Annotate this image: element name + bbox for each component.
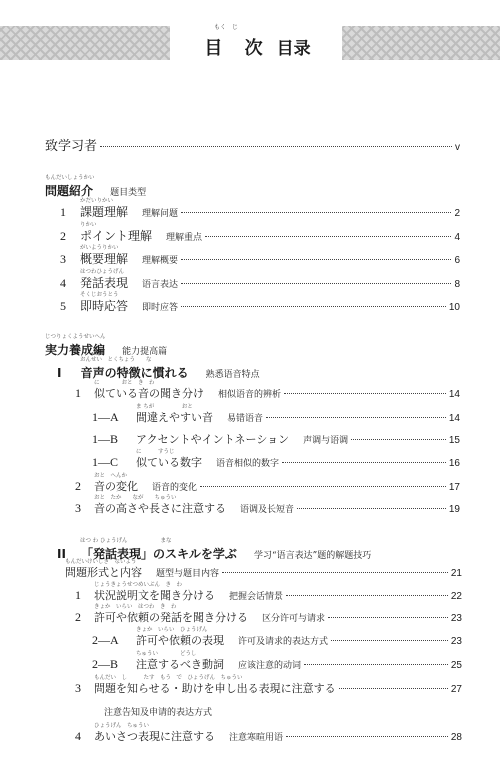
leader-dots	[181, 259, 451, 260]
entry-title: ポイント理解	[80, 228, 153, 243]
leader-dots	[286, 595, 448, 596]
entry-number: 1—B	[92, 432, 119, 446]
leader-dots	[266, 417, 446, 418]
part2-ruby: じつりょくようせいへん	[45, 334, 106, 340]
intro-page: v	[455, 142, 460, 153]
entry-subtitle: 应该注意的动词	[238, 661, 302, 671]
entry-number: 1	[75, 588, 81, 602]
leader-dots	[200, 486, 446, 487]
entry-ruby: おと へんか	[94, 473, 128, 479]
toc-entry[interactable]	[92, 409, 460, 425]
leader-dots	[282, 462, 446, 463]
entry-title: 音の高さや長さに注意する	[94, 502, 226, 515]
entry-page: 15	[448, 435, 460, 446]
entry-ruby: もんだい し たす もう で ひょうげん ちゅうい	[94, 675, 243, 681]
entry-subtitle: 语调及长短音	[240, 505, 295, 515]
entry-title: 許可や依頼の発話を聞き分ける	[94, 611, 248, 624]
leader-dots	[286, 736, 448, 737]
entry-page: 10	[448, 302, 460, 313]
entry-ruby: かだいりかい	[80, 198, 114, 204]
entry-ruby: おと たか なが ちゅうい	[94, 495, 177, 501]
entry-page: 14	[448, 389, 460, 400]
toc-entry[interactable]	[60, 250, 460, 267]
entry-subtitle: 题型与题目内容	[156, 569, 220, 579]
entry-page: 16	[448, 458, 460, 469]
toc-entry[interactable]	[75, 609, 462, 625]
entry-title: 音の変化	[94, 480, 138, 493]
header-pattern-right	[342, 26, 500, 60]
entry-ruby: もんだいけいしき ないよう	[65, 559, 137, 565]
entry-ruby: りかい	[80, 221, 97, 228]
entry-subtitle: 语言表达	[142, 279, 179, 290]
part1-heading: 問題紹介 题目类型	[45, 184, 147, 198]
entry-subtitle: 即时应答	[142, 303, 179, 313]
entry-page: 6	[454, 255, 460, 266]
leader-dots	[205, 236, 451, 237]
leader-dots	[222, 572, 448, 573]
entry-number: 1	[60, 205, 66, 219]
entry-title: 許可や依頼の表現	[136, 634, 224, 647]
entry-title: 問題形式と内容	[65, 566, 142, 579]
page-title: 目 次 目录	[204, 38, 311, 59]
toc-entry[interactable]	[75, 385, 460, 401]
entry-title: 即時応答	[80, 299, 129, 313]
entry-ruby: に おと き わ	[94, 380, 155, 386]
entry-title: 状況説明文を聞き分ける	[94, 589, 215, 602]
entry-number: 1—A	[92, 410, 119, 424]
leader-dots	[181, 212, 451, 213]
sec1-ruby: おんせい とくちょう な	[80, 357, 152, 363]
entry-ruby: じょうきょうせつめいぶん き わ	[94, 582, 183, 588]
entry-number: 1—C	[92, 455, 119, 469]
entry-subtitle: 区分许可与请求	[262, 614, 326, 624]
entry-page: 25	[450, 660, 462, 671]
entry-page: 17	[448, 482, 460, 493]
sec2-heading: II 「発話表現」のスキルを学ぶ 学习“语言表达”题的解题技巧	[57, 547, 372, 561]
entry-number: 2	[60, 228, 66, 243]
leader-dots	[351, 439, 446, 440]
entry-page: 22	[450, 591, 462, 602]
toc-entry[interactable]	[65, 564, 462, 580]
entry-number: 5	[60, 299, 66, 313]
entry-number: 4	[75, 729, 81, 743]
leader-dots	[339, 688, 448, 689]
entry-page: 27	[450, 684, 462, 695]
page-header	[0, 0, 500, 74]
entry-subtitle: 声调与语调	[303, 436, 349, 446]
entry-subtitle: 把握会话情景	[229, 592, 284, 602]
entry-ruby: そくじおうとう	[80, 292, 119, 298]
entry-subtitle: 语音相似的数字	[216, 459, 280, 469]
entry-number: 3	[60, 252, 66, 266]
entry-number: 2	[75, 610, 81, 624]
entry-number: 3	[75, 501, 81, 515]
part2-heading: 実力養成編 能力提高篇	[45, 343, 168, 357]
entry-title: 問題を知らせる・助けを申し出る表現に注意する	[94, 682, 336, 695]
entry-number: 2—A	[92, 633, 119, 647]
entry-page: 14	[448, 413, 460, 424]
entry-ruby: ひょうげん ちゅうい	[94, 723, 150, 729]
entry-title: 概要理解	[80, 252, 129, 266]
intro-label: 致学习者	[45, 139, 98, 154]
entry-subtitle: 注意告知及申请的表达方式	[104, 708, 213, 718]
entry-page: 19	[448, 504, 460, 515]
toc-entry[interactable]	[60, 203, 460, 220]
entry-ruby: はつわひょうげん	[80, 268, 125, 275]
entry-page: 23	[450, 636, 462, 647]
entry-ruby: ちゅうい どうし	[136, 651, 197, 657]
entry-title: 間違えやすい音	[136, 411, 213, 424]
title-ruby: もく じ	[214, 24, 239, 31]
part1-ruby: もんだいしょうかい	[45, 175, 95, 181]
entry-number: 3	[75, 681, 81, 695]
entry-page: 2	[454, 208, 460, 219]
entry-page: 4	[454, 231, 460, 243]
entry-subtitle: 语音的变化	[152, 483, 198, 493]
entry-page: 28	[450, 732, 462, 743]
leader-dots	[304, 664, 448, 665]
toc-entry[interactable]	[75, 728, 462, 744]
toc-entry[interactable]	[92, 431, 460, 447]
toc-entry[interactable]	[75, 587, 462, 603]
leader-dots	[328, 617, 448, 618]
leader-dots	[331, 640, 448, 641]
toc-entry[interactable]	[75, 680, 462, 696]
toc-entry	[92, 705, 462, 718]
entry-ruby: に すうじ	[136, 449, 175, 455]
entry-title: 注意するべき動詞	[136, 658, 224, 671]
entry-subtitle: 易错语音	[227, 414, 264, 424]
entry-ruby: ま ちが おと	[136, 404, 193, 410]
entry-title: 課題理解	[80, 205, 129, 219]
entry-title: あいさつ表現に注意する	[94, 730, 215, 743]
entry-title: 似ている音の聞き分け	[94, 387, 204, 400]
sec2-ruby: はつ わ ひょうげん まな	[80, 538, 172, 544]
entry-page: 23	[450, 613, 462, 624]
sec1-heading: I 音声の特徴に慣れる 熟悉语音特点	[57, 366, 260, 380]
toc-entry[interactable]	[60, 274, 460, 291]
entry-number: 4	[60, 275, 66, 290]
entry-subtitle: 许可及请求的表达方式	[238, 637, 329, 647]
entry-ruby: きょか いらい ひょうげん	[136, 627, 208, 633]
entry-page: 8	[454, 278, 460, 290]
entry-subtitle: 相似语音的辨析	[218, 390, 282, 400]
toc-entry[interactable]	[60, 297, 460, 314]
toc-entry[interactable]	[92, 454, 460, 470]
entry-subtitle: 理解重点	[166, 232, 203, 243]
leader-dots	[297, 508, 446, 509]
leader-dots	[181, 306, 446, 307]
entry-number: 1	[75, 386, 81, 400]
toc-entry[interactable]	[60, 227, 460, 244]
entry-title: アクセントやイントネーション	[136, 433, 290, 446]
entry-subtitle: 理解问题	[142, 209, 179, 219]
entry-number: 2—B	[92, 657, 119, 671]
toc-intro[interactable]	[45, 135, 460, 154]
toc-entry[interactable]	[92, 656, 462, 672]
leader-dots	[181, 283, 451, 284]
entry-ruby: きょか いらい はつわ き わ	[94, 604, 177, 610]
leader-dots	[284, 393, 446, 394]
entry-ruby: がいようりかい	[80, 245, 119, 251]
entry-subtitle: 理解概要	[142, 256, 179, 266]
header-pattern-left	[0, 26, 170, 60]
entry-page: 21	[450, 568, 462, 579]
toc-entry[interactable]	[92, 632, 462, 648]
toc-entry[interactable]	[75, 478, 460, 494]
toc-entry[interactable]	[75, 500, 460, 516]
entry-title: 似ている数字	[136, 456, 202, 469]
entry-title: 発話表現	[80, 275, 129, 290]
entry-number: 2	[75, 479, 81, 493]
entry-subtitle: 注意寒暄用语	[229, 733, 284, 743]
